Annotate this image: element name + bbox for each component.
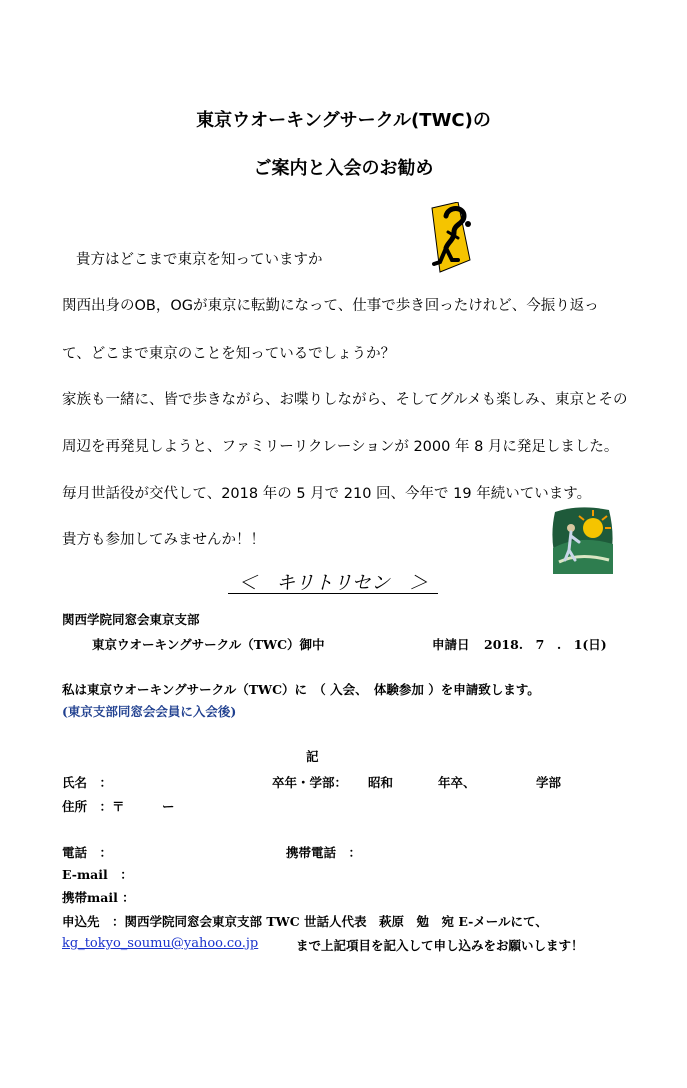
date-value: 2018. 7 . 1(日): [484, 637, 607, 652]
addressee-circle: 東京ウオーキングサークル（TWC）御中: [92, 637, 325, 652]
grad-era: 昭和: [368, 775, 394, 790]
cut-line-label: ＜ キリトリセン ＞: [238, 572, 428, 594]
mobile-label: 携帯電話 ：: [286, 845, 362, 860]
phone-label: 電話 ：: [62, 845, 113, 860]
name-label: 氏名 ：: [62, 775, 113, 790]
membership-note: (東京支部同窓会会員に入会後): [62, 704, 237, 719]
intro-question: 貴方はどこまで東京を知っていますか: [76, 252, 323, 268]
hiker-sunrise-icon: [549, 504, 615, 578]
intro-paragraph-4: 周辺を再発見しようと、ファミリーリクレーションが 2000 年 8 月に発足しました。: [62, 439, 619, 455]
cut-line-rule: [228, 593, 438, 594]
grad-year-suffix: 年卒、: [438, 775, 476, 790]
grad-dept-suffix: 学部: [536, 775, 562, 790]
intro-paragraph-3: 家族も一緒に、皆で歩きながら、お喋りしながら、そしてグルメも楽しみ、東京とその: [62, 392, 628, 408]
ki-heading: 記: [306, 749, 319, 764]
intro-paragraph-5: 毎月世話役が交代して、2018 年の 5 月で 210 回、今年で 19 年続いています。: [62, 486, 592, 502]
apply-to-line: 申込先 ：関西学院同窓会東京支部 TWC 世話人代表 萩原 勉 宛 E-メールにて、: [62, 914, 548, 929]
email-label: E-mail ：: [62, 867, 133, 882]
grad-label: 卒年・学部：: [272, 775, 348, 790]
date-label: 申請日: [432, 637, 470, 652]
document-title-line2: ご案内と入会のお勧め: [253, 158, 434, 179]
application-statement: 私は東京ウオーキングサークル（TWC）に （ 入会、 体験参加 ）を申請致します。: [62, 682, 540, 697]
contact-email-link[interactable]: kg_tokyo_soumu@yahoo.co.jp: [62, 936, 259, 951]
document-title-line1: 東京ウオーキングサークル(TWC)の: [196, 110, 491, 131]
intro-paragraph-2: て、どこまで東京のことを知っているでしょうか？: [62, 346, 396, 362]
closing-request: まで上記項目を記入して申し込みをお願いします！: [296, 938, 584, 953]
question-walker-icon: [418, 202, 480, 276]
intro-paragraph-1: 関西出身のOB，OGが東京に転勤になって、仕事で歩き回ったけれど、今振り返っ: [62, 298, 599, 314]
mobile-mail-label: 携帯mail ：: [62, 890, 135, 905]
address-label: 住所 ：〒 ー: [62, 799, 175, 814]
addressee-org: 関西学院同窓会東京支部: [62, 612, 200, 627]
intro-paragraph-6: 貴方も参加してみませんか！！: [62, 532, 265, 548]
